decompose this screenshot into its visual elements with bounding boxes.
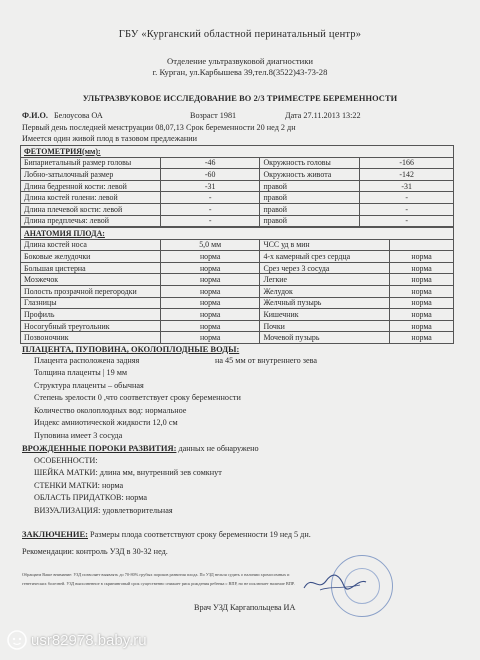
placenta-location-distance: на 45 мм от внутреннего зева — [215, 356, 318, 365]
placenta-thickness: Толщина плаценты | 19 мм — [34, 368, 128, 377]
table-cell: Окружность живота — [260, 169, 360, 181]
table-cell: Глазницы — [21, 297, 161, 309]
table-cell: норма — [390, 251, 454, 263]
table-cell: -166 — [360, 157, 454, 169]
table-cell: Профиль — [21, 309, 161, 321]
table-cell: норма — [390, 297, 454, 309]
table-cell: Окружность головы — [260, 157, 360, 169]
anatomy-table — [20, 227, 454, 344]
table-cell: Длина плечевой кости: левой — [21, 203, 161, 215]
disclaimer-line-1: Обращаем Ваше внимание: УЗД позволяет выявлять до 70-80% грубых пороков развития плода. По УЗД нельзя судить о наличии хромосомных и — [22, 572, 290, 577]
table-row — [21, 309, 454, 321]
table-cell: Мозжечок — [21, 274, 161, 286]
table-row — [21, 274, 454, 286]
table-cell: правой — [260, 192, 360, 204]
table-cell: Кишечник — [260, 309, 390, 321]
recommendation: Рекомендации: контроль УЗД в 30-32 нед. — [22, 547, 168, 556]
table-cell: норма — [390, 285, 454, 297]
table-row — [21, 332, 454, 344]
table-cell: Бипариетальный размер головы — [21, 157, 161, 169]
table-cell: норма — [160, 251, 260, 263]
conclusion-heading: ЗАКЛЮЧЕНИЕ: — [22, 529, 88, 539]
table-row — [21, 146, 454, 158]
table-cell: норма — [390, 309, 454, 321]
table-cell: 4-х камерный срез сердца — [260, 251, 390, 263]
table-cell: 5,0 мм — [160, 239, 260, 251]
table-row — [21, 239, 454, 251]
table-cell: -60 — [160, 169, 260, 181]
table-cell: правой — [260, 180, 360, 192]
table-cell: Желудок — [260, 285, 390, 297]
disclaimer-line-2: генетических болезней. УЗД выполненное в скрининговый срок существенно снижает риск рождения ребенка с ВПР, но не исключает наличие ВПР. — [22, 581, 295, 586]
table-cell: Почки — [260, 320, 390, 332]
table-cell: Длина бедренной кости: левой — [21, 180, 161, 192]
fetometry-heading: ФЕТОМЕТРИЯ(мм): — [24, 146, 101, 156]
doctor-signature — [300, 572, 370, 594]
table-cell: -31 — [160, 180, 260, 192]
uterus-walls-line: СТЕНКИ МАТКИ: норма — [34, 481, 124, 490]
cervix-line: ШЕЙКА МАТКИ: длина мм, внутренний зев сомкнут — [34, 468, 222, 477]
table-cell: норма — [390, 274, 454, 286]
table-row — [21, 285, 454, 297]
defects-row — [22, 443, 259, 453]
table-cell: Большая цистерна — [21, 262, 161, 274]
table-cell: Желчный пузырь — [260, 297, 390, 309]
org-name: ГБУ «Курганский областной перинатальный центр» — [118, 29, 362, 40]
baby-ru-logo-icon — [6, 629, 28, 651]
placenta-heading: ПЛАЦЕНТА, ПУПОВИНА, ОКОЛОПЛОДНЫЕ ВОДЫ: — [22, 344, 240, 354]
table-row — [21, 169, 454, 181]
lmp-line: Первый день последней менструации 08,07,13 Срок беременности 20 нед 2 дн — [22, 123, 296, 132]
table-cell: Лобно-затылочный размер — [21, 169, 161, 181]
appendages-line: ОБЛАСТЬ ПРИДАТКОВ: норма — [34, 493, 147, 502]
department-name: Отделение ультразвуковой диагностики — [167, 56, 313, 66]
table-cell: правой — [260, 215, 360, 227]
patient-name-label: Ф.И.О. — [22, 111, 48, 120]
table-cell: - — [360, 215, 454, 227]
patient-name: Белоусова ОА — [53, 111, 103, 120]
table-cell: норма — [390, 262, 454, 274]
table-cell: норма — [160, 285, 260, 297]
table-cell: норма — [160, 332, 260, 344]
visualization-line: ВИЗУАЛИЗАЦИЯ: удовлетворительная — [34, 506, 173, 515]
defects-value: данных не обнаружено — [176, 444, 259, 453]
table-row — [21, 180, 454, 192]
fetus-line: Имеется один живой плод в тазовом предлежании — [22, 134, 198, 143]
table-cell: - — [160, 215, 260, 227]
table-cell: норма — [160, 274, 260, 286]
table-row — [21, 192, 454, 204]
table-cell: ЧСС уд в мин — [260, 239, 390, 251]
features-label: ОСОБЕННОСТИ: — [34, 456, 98, 465]
placenta-maturity: Степень зрелости 0 ,что соответствует сроку беременности — [34, 393, 241, 402]
table-cell: Срез через 3 сосуда — [260, 262, 390, 274]
table-cell: -31 — [360, 180, 454, 192]
conclusion-text: Размеры плода соответствуют сроку беременности 19 нед 5 дн. — [88, 530, 311, 539]
watermark-text: usr82978.baby.ru — [31, 632, 147, 649]
table-row — [21, 297, 454, 309]
amniotic-index: Индекс амниотической жидкости 12,0 см — [34, 418, 178, 427]
table-row — [21, 262, 454, 274]
placenta-structure: Структура плаценты – обычная — [34, 381, 144, 390]
table-row — [21, 320, 454, 332]
conclusion-row — [22, 529, 311, 539]
doctor-name: Врач УЗД Каргапольцева ИА — [194, 603, 296, 612]
table-cell: норма — [160, 309, 260, 321]
table-cell: норма — [390, 332, 454, 344]
table-cell: - — [360, 192, 454, 204]
table-cell: - — [160, 192, 260, 204]
table-cell: -142 — [360, 169, 454, 181]
table-cell: - — [360, 203, 454, 215]
patient-name-row — [22, 111, 103, 120]
table-cell: норма — [390, 320, 454, 332]
amniotic-fluid: Количество околоплодных вод: нормальное — [34, 406, 187, 415]
table-row — [21, 251, 454, 263]
table-cell: Боковые желудочки — [21, 251, 161, 263]
table-cell: Длина костей голени: левой — [21, 192, 161, 204]
table-row — [21, 157, 454, 169]
table-row — [21, 203, 454, 215]
department-address: г. Курган, ул.Карбышева 39,тел.8(3522)43-73-28 — [152, 67, 328, 77]
table-cell — [390, 239, 454, 251]
table-cell: норма — [160, 320, 260, 332]
table-cell: норма — [160, 297, 260, 309]
table-cell: норма — [160, 262, 260, 274]
table-cell: Длина костей носа — [21, 239, 161, 251]
placenta-location: Плацента расположена задняя — [34, 356, 140, 365]
anatomy-heading: АНАТОМИЯ ПЛОДА: — [24, 228, 105, 238]
table-cell: правой — [260, 203, 360, 215]
document-title: УЛЬТРАЗВУКОВОЕ ИССЛЕДОВАНИЕ ВО 2/3 ТРИМЕСТРЕ БЕРЕМЕННОСТИ — [82, 94, 398, 103]
table-cell: Позвоночник — [21, 332, 161, 344]
table-cell: - — [160, 203, 260, 215]
defects-heading: ВРОЖДЕННЫЕ ПОРОКИ РАЗВИТИЯ: — [22, 443, 177, 453]
table-cell: Легкие — [260, 274, 390, 286]
table-cell: Длина предплечья: левой — [21, 215, 161, 227]
table-cell: -46 — [160, 157, 260, 169]
umbilical-cord: Пуповина имеет 3 сосуда — [34, 431, 123, 440]
table-cell: Мочевой пузырь — [260, 332, 390, 344]
fetometry-table — [20, 145, 454, 227]
table-row — [21, 215, 454, 227]
table-cell: Носогубный треугольник — [21, 320, 161, 332]
exam-date: Дата 27.11.2013 13:22 — [285, 111, 361, 120]
table-cell: Полость прозрачной перегородки — [21, 285, 161, 297]
table-row — [21, 228, 454, 240]
patient-age: Возраст 1981 — [190, 111, 237, 120]
